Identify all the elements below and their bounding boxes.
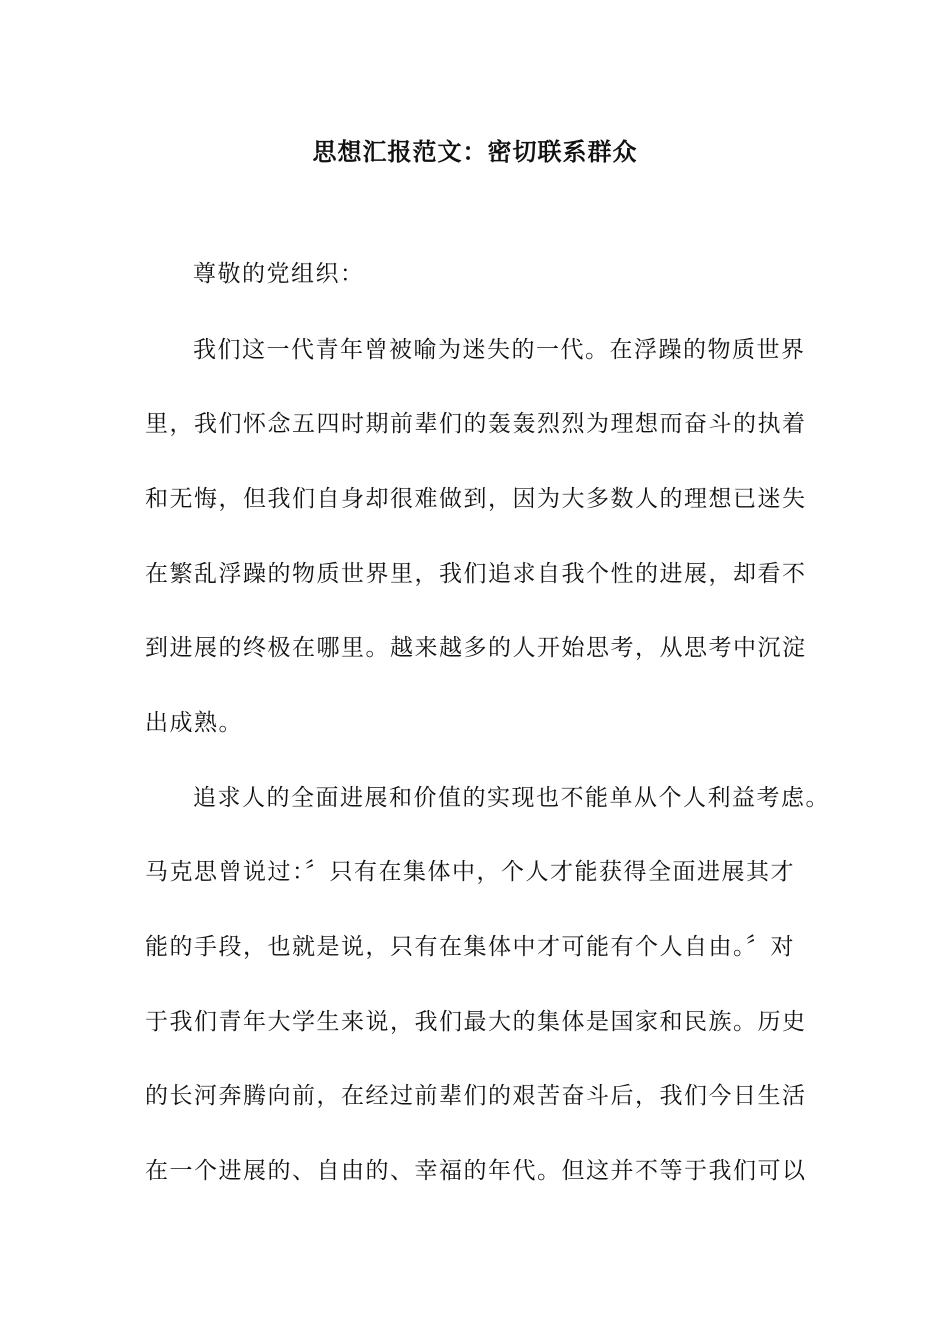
paragraph-line: 里，我们怀念五四时期前辈们的轰轰烈烈为理想而奋斗的执着 — [145, 411, 807, 437]
paragraph-line: 在一个进展的、自由的、幸福的年代。但这并不等于我们可以 — [145, 1158, 807, 1184]
paragraph-line: 马克思曾说过：〞只有在集体中，个人才能获得全面进展其才 — [145, 859, 795, 885]
paragraph-line: 到进展的终极在哪里。越来越多的人开始思考，从思考中沉淀 — [145, 635, 807, 661]
paragraph-line: 和无悔，但我们自身却很难做到，因为大多数人的理想已迷失 — [145, 486, 807, 512]
paragraph-line: 在繁乱浮躁的物质世界里，我们追求自我个性的进展，却看不 — [145, 561, 807, 587]
paragraph-line: 出成熟。 — [145, 710, 243, 736]
paragraph-line: 于我们青年大学生来说，我们最大的集体是国家和民族。历史 — [145, 1009, 807, 1035]
document-title: 思想汇报范文：密切联系群众 — [312, 137, 638, 166]
paragraph-line: 追求人的全面进展和价值的实现也不能单从个人利益考虑。 — [193, 785, 830, 811]
paragraph-line: 我们这一代青年曾被喻为迷失的一代。在浮躁的物质世界 — [193, 337, 806, 363]
salutation: 尊敬的党组织： — [193, 261, 365, 287]
paragraph-line: 的长河奔腾向前，在经过前辈们的艰苦奋斗后，我们今日生活 — [145, 1083, 807, 1109]
paragraph-line: 能的手段，也就是说，只有在集体中才可能有个人自由。〞对 — [145, 934, 795, 960]
